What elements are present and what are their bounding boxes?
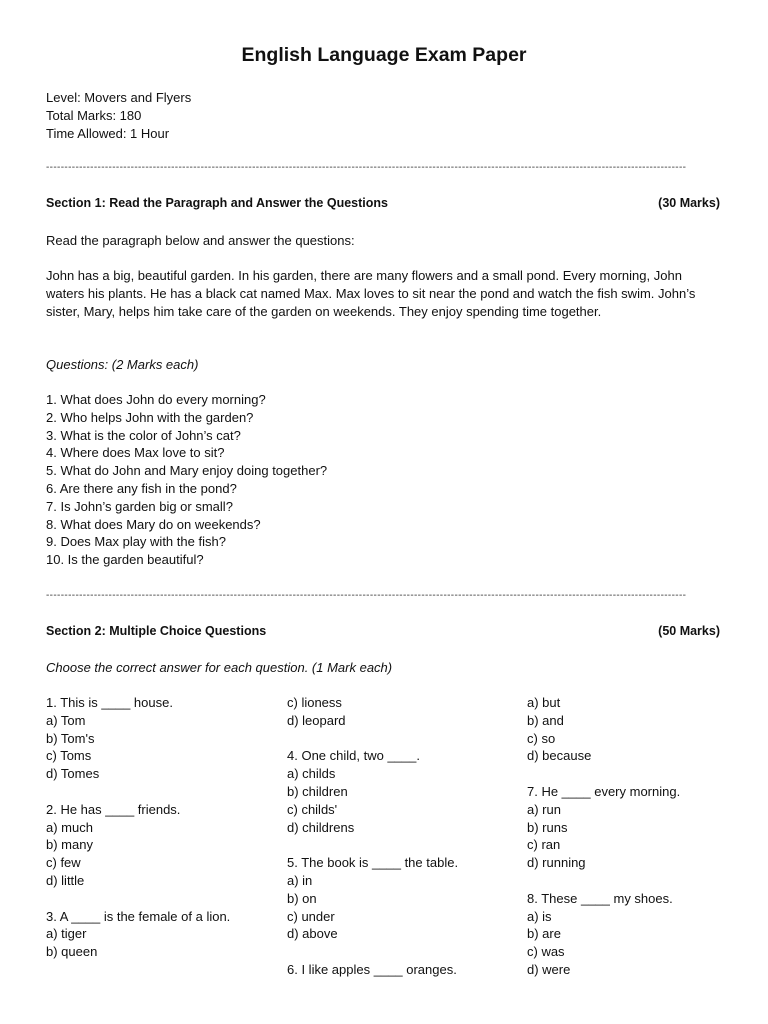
mcq-option: a) childs — [287, 766, 336, 782]
questions-label: Questions: (2 Marks each) — [46, 357, 199, 372]
mcq-option: b) Tom's — [46, 730, 95, 746]
section-1-header — [46, 196, 720, 210]
mcq-question: 3. A ____ is the female of a lion. — [46, 908, 231, 924]
mcq-option: c) was — [527, 944, 565, 960]
mcq-option: c) ran — [527, 837, 561, 853]
mcq-question: 6. I like apples ____ oranges. — [287, 961, 457, 977]
mcq-option: a) but — [527, 695, 561, 710]
mcq-option: b) children — [287, 783, 348, 799]
section-2-heading: Section 2: Multiple Choice Questions — [46, 624, 267, 638]
mcq-option: c) Toms — [46, 748, 92, 764]
divider-1: ------------------------------------------------------------------------------------------------------------------------------------------------------------------------------ — [46, 162, 687, 173]
spacer — [46, 890, 246, 908]
question-item: 7. Is John’s garden big or small? — [46, 498, 233, 514]
spacer — [527, 765, 727, 783]
spacer — [287, 836, 497, 854]
divider-2: ------------------------------------------------------------------------------------------------------------------------------------------------------------------------------ — [46, 590, 687, 601]
spacer — [46, 783, 246, 801]
mcq-option: c) childs' — [287, 801, 338, 817]
reading-paragraph: John has a big, beautiful garden. In his garden, there are many flowers and a small pond. Every morning, John waters his plants. He has a black cat named Max. Max loves to sit near the pond and watch the fish swim. John’s sister, Mary, helps him take care of the garden on weekends. They enjoy spending time together. — [46, 268, 696, 319]
mcq-question: 5. The book is ____ the table. — [287, 855, 459, 871]
question-item: 8. What does Mary do on weekends? — [46, 516, 261, 532]
spacer — [287, 943, 497, 961]
question-item: 9. Does Max play with the fish? — [46, 534, 226, 550]
mcq-option: c) under — [287, 908, 335, 924]
mcq-option: b) and — [527, 712, 564, 728]
mcq-question: 4. One child, two ____. — [287, 748, 420, 764]
mcq-option: a) in — [287, 872, 313, 888]
question-item: 5. What do John and Mary enjoy doing together? — [46, 463, 328, 479]
mcq-option: b) many — [46, 837, 93, 853]
mcq-question: 8. These ____ my shoes. — [527, 890, 673, 906]
mcq-option: b) on — [287, 890, 317, 906]
mcq-option: d) leopard — [287, 712, 346, 728]
question-item: 6. Are there any fish in the pond? — [46, 480, 237, 496]
mcq-option: d) childrens — [287, 819, 355, 835]
mcq-option: d) little — [46, 872, 85, 888]
section-2-header — [46, 624, 720, 638]
level-line: Level: Movers and Flyers — [46, 90, 192, 105]
mcq-question: 7. He ____ every morning. — [527, 783, 681, 799]
mcq-option: d) were — [527, 961, 571, 977]
total-marks-line: Total Marks: 180 — [46, 108, 142, 123]
mcq-option: b) runs — [527, 819, 568, 835]
section-1-instruction: Read the paragraph below and answer the questions: — [46, 233, 355, 248]
mcq-option: c) few — [46, 855, 81, 871]
question-item: 1. What does John do every morning? — [46, 392, 266, 407]
mcq-option: a) much — [46, 819, 93, 835]
mcq-question: 2. He has ____ friends. — [46, 801, 181, 817]
mcq-option: c) so — [527, 730, 556, 746]
time-allowed-line: Time Allowed: 1 Hour — [46, 126, 170, 141]
section-2-marks: (50 Marks) — [658, 624, 720, 638]
mcq-option: d) Tomes — [46, 766, 100, 782]
mcq-option: d) running — [527, 855, 586, 871]
page-title: English Language Exam Paper — [241, 44, 527, 66]
mcq-option: a) tiger — [46, 926, 87, 942]
mcq-option: d) above — [287, 926, 338, 942]
mcq-option: a) is — [527, 908, 552, 924]
question-item: 10. Is the garden beautiful? — [46, 552, 204, 568]
spacer — [527, 872, 727, 890]
section-1-question-list — [46, 391, 327, 569]
mcq-option: b) queen — [46, 944, 98, 960]
mcq-option: d) because — [527, 748, 592, 764]
section-2-instruction: Choose the correct answer for each question. (1 Mark each) — [46, 660, 393, 675]
mcq-question: 1. This is ____ house. — [46, 695, 173, 710]
mcq-column-2 — [287, 694, 497, 979]
question-item: 2. Who helps John with the garden? — [46, 409, 254, 425]
mcq-column-1 — [46, 694, 246, 961]
spacer — [287, 730, 497, 748]
mcq-option: b) are — [527, 926, 561, 942]
mcq-column-3 — [527, 694, 727, 979]
mcq-option: c) lioness — [287, 695, 342, 710]
question-item: 3. What is the color of John’s cat? — [46, 427, 241, 443]
mcq-option: a) Tom — [46, 712, 86, 728]
section-1-marks: (30 Marks) — [658, 196, 720, 210]
question-item: 4. Where does Max love to sit? — [46, 445, 225, 461]
mcq-option: a) run — [527, 801, 561, 817]
section-1-heading: Section 1: Read the Paragraph and Answer the Questions — [46, 196, 388, 210]
